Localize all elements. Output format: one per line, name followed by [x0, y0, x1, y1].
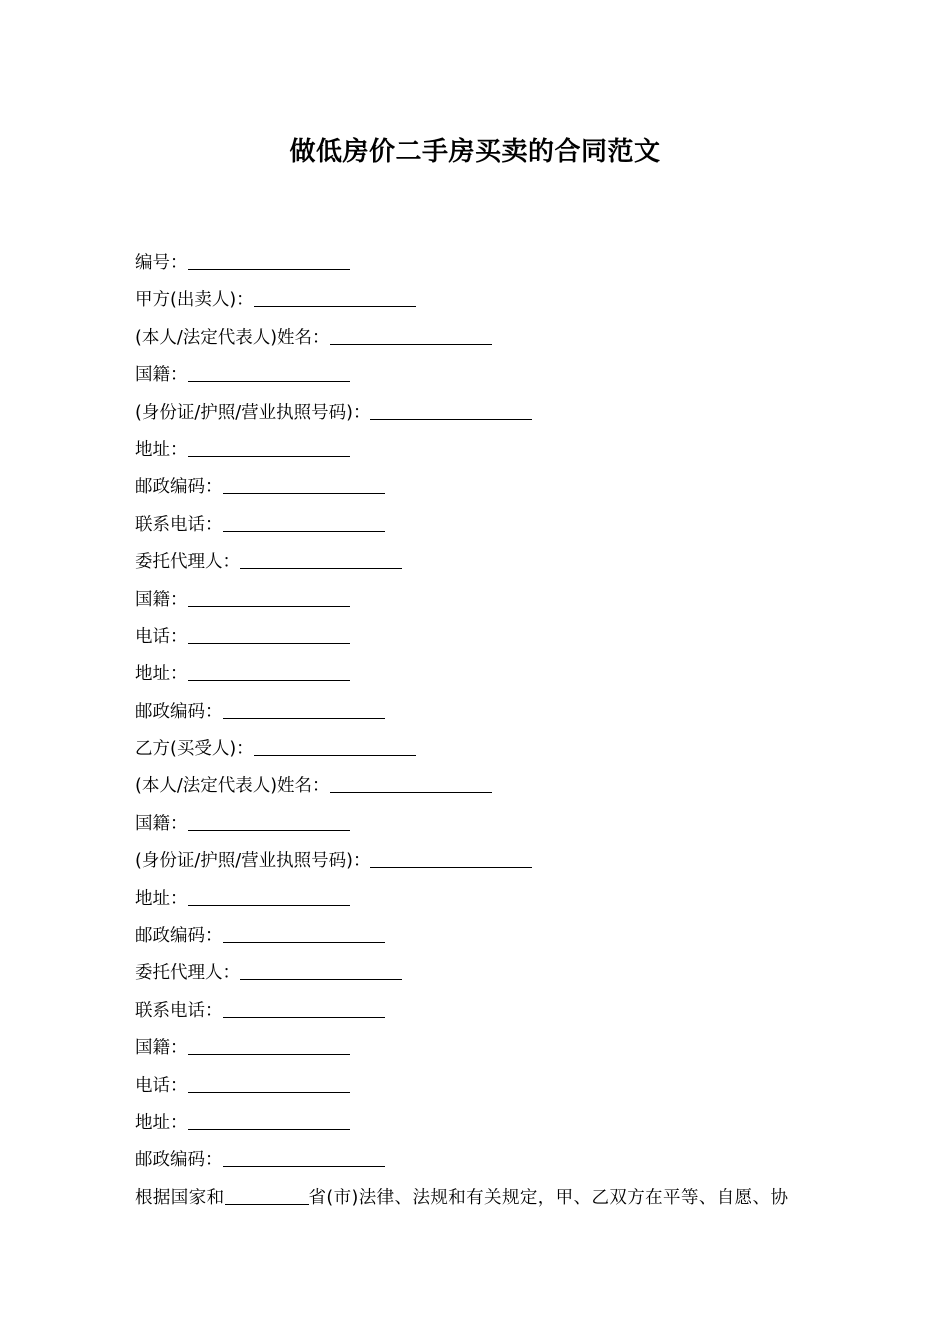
- fill-in-blank: [188, 361, 350, 382]
- fill-in-blank: [370, 847, 532, 868]
- fill-in-blank: [188, 885, 350, 906]
- field-label: (身份证/护照/营业执照号码)：: [135, 402, 371, 423]
- field-label: (本人/法定代表人)姓名：: [135, 776, 330, 797]
- field-line: [135, 510, 835, 547]
- field-line: [135, 996, 835, 1033]
- field-label: 联系电话：: [135, 1000, 223, 1021]
- field-line: [135, 846, 835, 883]
- field-label: 邮政编码：: [135, 701, 223, 722]
- field-line: [135, 398, 835, 435]
- fill-in-blank: [225, 1184, 309, 1205]
- document-title: 做低房价二手房买卖的合同范文: [289, 137, 661, 167]
- field-label: 编号：: [135, 253, 188, 273]
- fill-in-blank: [240, 548, 402, 569]
- fill-in-blank: [223, 473, 385, 494]
- fill-in-blank: [254, 286, 416, 307]
- field-label: 乙方(买受人)：: [135, 739, 254, 760]
- fill-in-blank: [330, 324, 492, 345]
- field-label: 甲方(出卖人)：: [135, 290, 254, 311]
- field-label: (身份证/护照/营业执照号码)：: [135, 851, 371, 872]
- field-label: 委托代理人：: [135, 963, 240, 984]
- field-label: 邮政编码：: [135, 1150, 223, 1171]
- fill-in-blank: [188, 660, 350, 681]
- field-label: 地址：: [135, 888, 188, 909]
- field-label: 地址：: [135, 664, 188, 685]
- field-line: [135, 547, 835, 584]
- field-label: 电话：: [135, 626, 188, 647]
- field-label: 邮政编码：: [135, 477, 223, 498]
- field-line: [135, 248, 835, 285]
- field-line: [135, 1145, 835, 1182]
- field-label: 邮政编码：: [135, 926, 223, 947]
- field-line: [135, 1108, 835, 1145]
- field-line: [135, 285, 835, 322]
- field-line: [135, 921, 835, 958]
- field-label: 国籍：: [135, 1038, 188, 1059]
- fill-in-blank: [223, 922, 385, 943]
- fill-in-blank: [223, 511, 385, 532]
- fill-in-blank: [188, 810, 350, 831]
- fill-in-blank: [188, 1072, 350, 1093]
- fill-in-blank: [240, 959, 402, 980]
- field-line: [135, 697, 835, 734]
- field-label: 委托代理人：: [135, 552, 240, 573]
- field-line: [135, 771, 835, 808]
- fill-in-blank: [188, 436, 350, 457]
- field-line: [135, 472, 835, 509]
- fill-in-blank: [223, 997, 385, 1018]
- field-label: 国籍：: [135, 589, 188, 610]
- field-line: [135, 585, 835, 622]
- closing-paragraph: [135, 1183, 835, 1220]
- closing-text-after: 省(市)法律、法规和有关规定，甲、乙双方在平等、自愿、协: [308, 1187, 789, 1208]
- fill-in-blank: [223, 1146, 385, 1167]
- field-label: 电话：: [135, 1075, 188, 1096]
- field-label: 国籍：: [135, 813, 188, 834]
- field-line: [135, 435, 835, 472]
- field-line: [135, 323, 835, 360]
- field-label: 地址：: [135, 439, 188, 460]
- fill-in-blank: [254, 735, 416, 756]
- field-line: [135, 809, 835, 846]
- fill-in-blank: [188, 586, 350, 607]
- field-label: (本人/法定代表人)姓名：: [135, 327, 330, 348]
- fill-in-blank: [188, 623, 350, 644]
- field-line: [135, 734, 835, 771]
- field-line: [135, 958, 835, 995]
- party-info-list: [135, 248, 835, 1220]
- field-line: [135, 1033, 835, 1070]
- fill-in-blank: [223, 698, 385, 719]
- closing-text-before: 根据国家和: [135, 1187, 225, 1208]
- field-line: [135, 360, 835, 397]
- fill-in-blank: [188, 1109, 350, 1130]
- field-label: 联系电话：: [135, 514, 223, 535]
- field-line: [135, 659, 835, 696]
- fill-in-blank: [188, 249, 350, 270]
- field-label: 地址：: [135, 1112, 188, 1133]
- fill-in-blank: [188, 1034, 350, 1055]
- field-line: [135, 622, 835, 659]
- fill-in-blank: [330, 772, 492, 793]
- fill-in-blank: [370, 399, 532, 420]
- field-line: [135, 1071, 835, 1108]
- field-label: 国籍：: [135, 365, 188, 386]
- field-line: [135, 884, 835, 921]
